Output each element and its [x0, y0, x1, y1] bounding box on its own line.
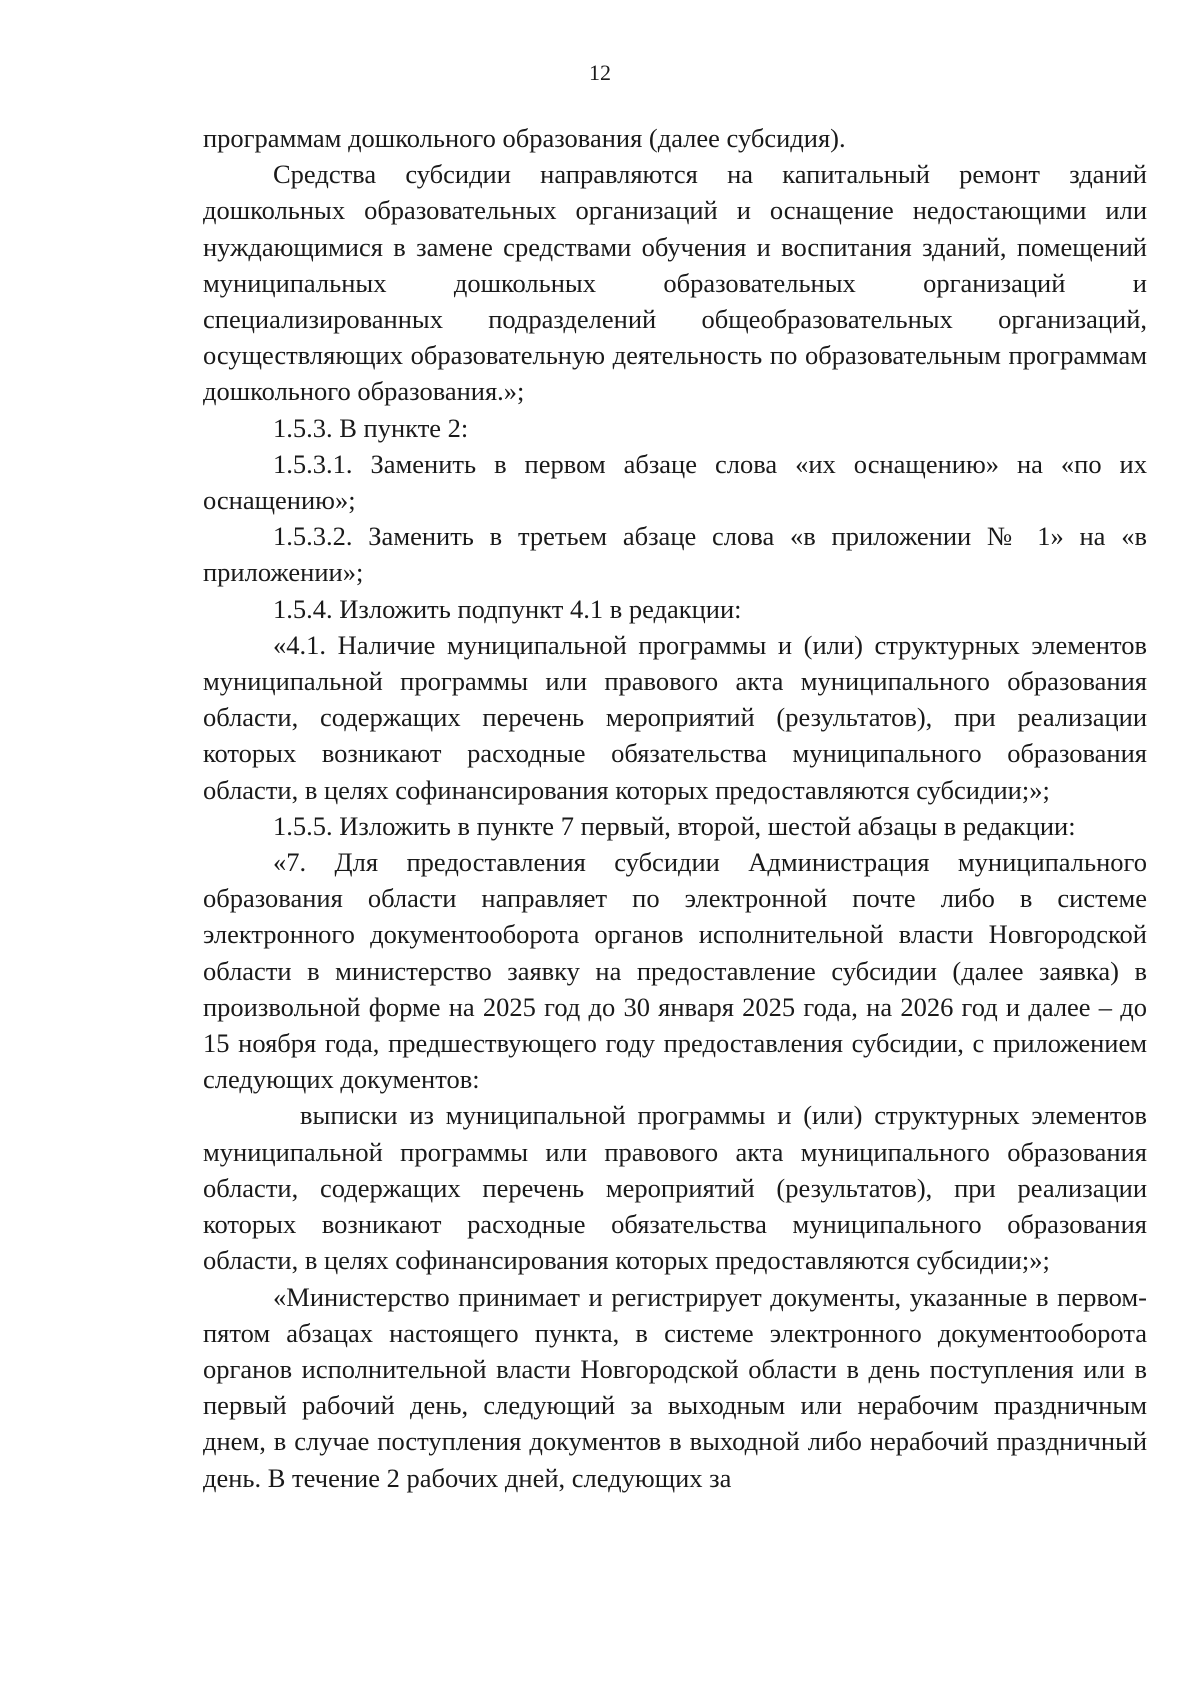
paragraph-1-5-4: 1.5.4. Изложить подпункт 4.1 в редакции:: [273, 593, 742, 624]
paragraph-extracts: выписки из муниципальной программы и (или) структурных элементов муниципальной программы или правового акта муниципального образования области, содержащих перечень мероприятий (результатов), при реализации которых возникают расходные обязательства муниципального образования области, в целях софинансирования которых предоставляются субсидии;»;: [203, 1100, 1147, 1276]
paragraph-1-5-3-1: 1.5.3.1. Заменить в первом абзаце слова «их оснащению» на «по их оснащению»;: [203, 448, 1147, 516]
paragraph-1-5-5: 1.5.5. Изложить в пункте 7 первый, второй, шестой абзацы в редакции:: [273, 810, 1076, 841]
paragraph-continuation: программам дошкольного образования (далее субсидия).: [203, 123, 846, 153]
paragraph-4-1: «4.1. Наличие муниципальной программы и (или) структурных элементов муниципальной программы или правового акта муниципального образования области, содержащих перечень мероприятий (результатов), при реализации которых возникают расходные обязательства муниципального образования области, в целях софинансирования которых предоставляются субсидии;»;: [203, 629, 1147, 805]
page-number: 12: [589, 60, 611, 85]
paragraph-1-5-3: 1.5.3. В пункте 2:: [273, 412, 469, 443]
paragraph-ministry: «Министерство принимает и регистрирует документы, указанные в первом-пятом абзацах настоящего пункта, в системе электронного документооборота органов исполнительной власти Новгородской области в день поступления или в первый рабочий день, следующий за выходным или нерабочим праздничным днем, в случае поступления документов в выходной либо нерабочий праздничный день. В течение 2 рабочих дней, следующих за: [203, 1281, 1147, 1493]
paragraph-subsidy-purpose: Средства субсидии направляются на капитальный ремонт зданий дошкольных образовательных организаций и оснащение недостающими или нуждающимися в замене средствами обучения и воспитания зданий, помещений муниципальных дошкольных образовательных организаций и специализированных подразделений общеобразовательных организаций, осуществляющих образовательную деятельность по образовательным программам дошкольного образования.»;: [203, 159, 1147, 407]
paragraph-1-5-3-2: 1.5.3.2. Заменить в третьем абзаце слова «в приложении № 1» на «в приложении»;: [203, 521, 1147, 588]
document-body: [203, 120, 1147, 1496]
paragraph-7: «7. Для предоставления субсидии Администрация муниципального образования области направляет по электронной почте либо в системе электронного документооборота органов исполнительной власти Новгородской области в министерство заявку на предоставление субсидии (далее заявка) в произвольной форме на 2025 год до 30 января 2025 года, на 2026 год и далее – до 15 ноября года, предшествующего году предоставления субсидии, с приложением следующих документов:: [203, 847, 1147, 1095]
